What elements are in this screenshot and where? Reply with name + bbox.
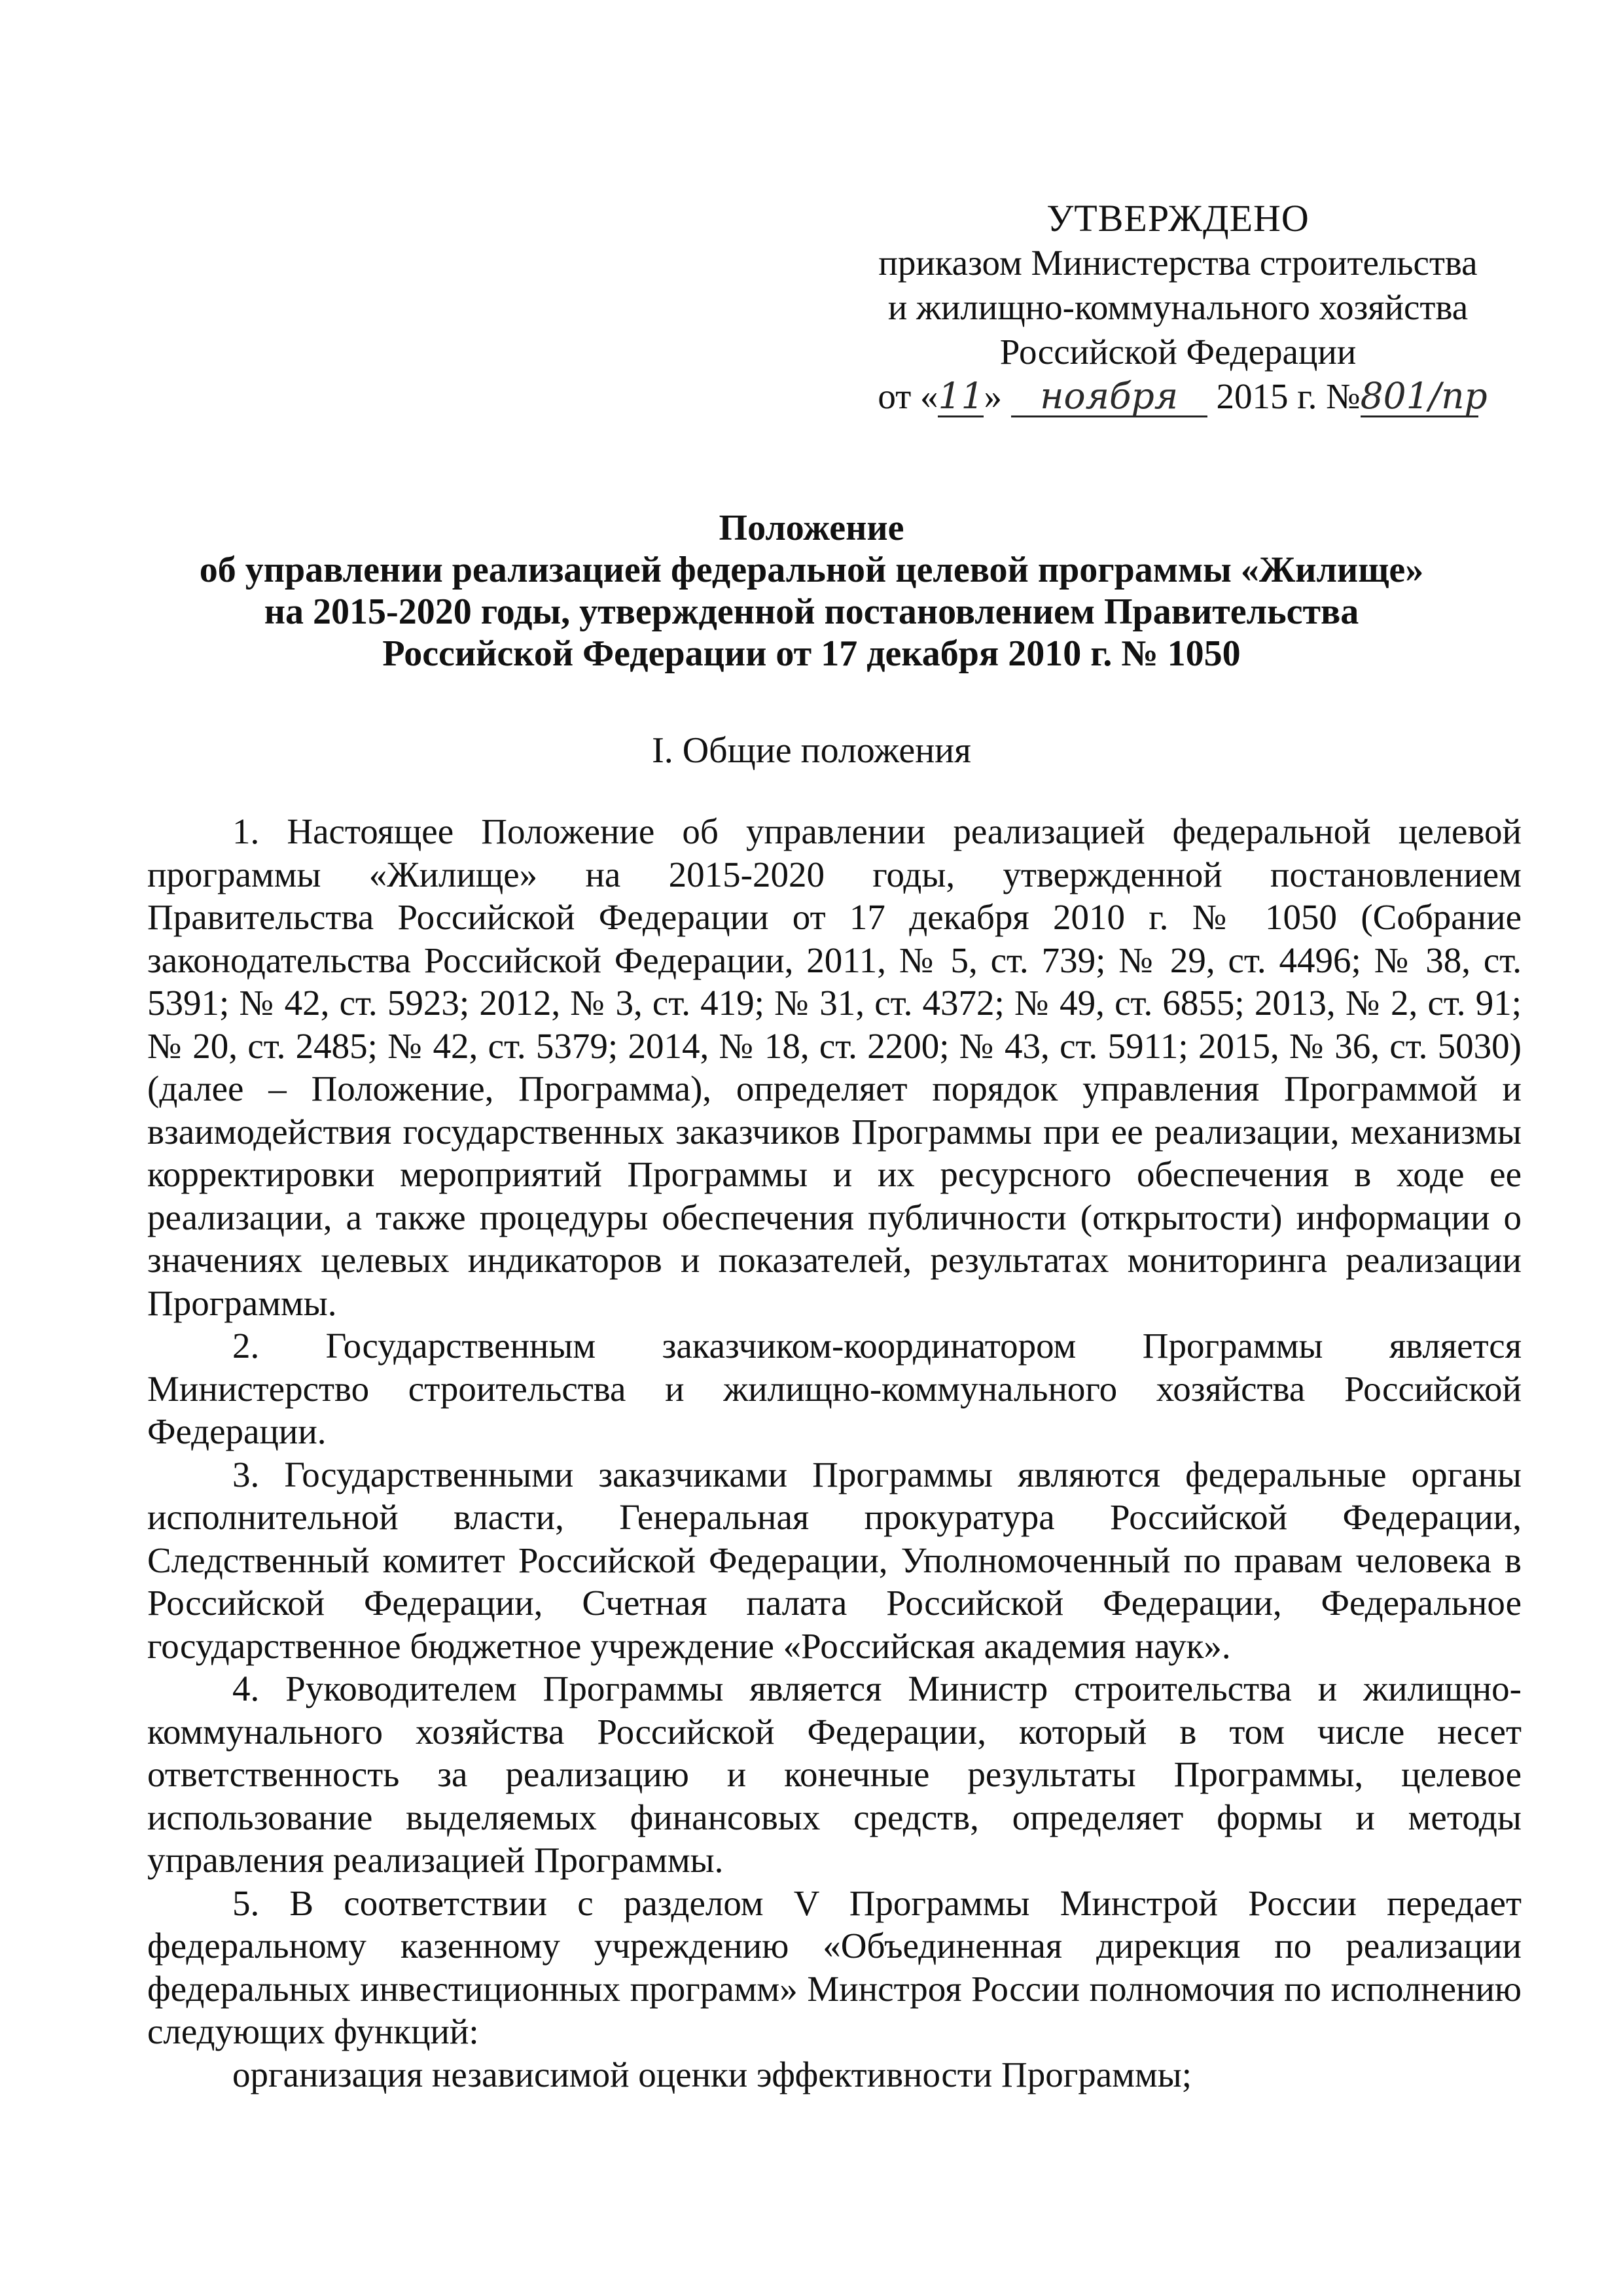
handwritten-order-number: 801/пр (1360, 375, 1488, 417)
paragraph-4: 4. Руководителем Программы является Министр строительства и жилищно-коммунального хозяйства Российской Федерации, который в том числе несет ответственность за реализацию и конечные результаты Программы, целевое использование выделяемых финансовых средств, определяет формы и методы управления реализацией Программы. (147, 1669, 1522, 1880)
approval-block (818, 196, 1538, 419)
title-line-2: об управлении реализацией федеральной целевой программы «Жилище» (199, 550, 1424, 590)
approval-stamp: УТВЕРЖДЕНО (1046, 197, 1310, 239)
approval-date-line (818, 374, 1538, 419)
function-list-item: организация независимой оценки эффективности Программы; (232, 2054, 1192, 2094)
approval-line-1: приказом Министерства строительства (878, 243, 1478, 283)
date-prefix: от « (878, 376, 938, 416)
approval-line-2: и жилищно-коммунального хозяйства (887, 287, 1469, 327)
handwritten-day: 11 (938, 375, 984, 417)
document-body (147, 810, 1522, 2096)
document-title (131, 507, 1492, 675)
title-line-1: Положение (719, 508, 904, 548)
handwritten-month: ноября (1011, 376, 1207, 417)
paragraph-1: 1. Настоящее Положение об управлении реализацией федеральной целевой программы «Жилище» на 2015-2020 годы, утвержденной постановлением Правительства Российской Федерации от 17 декабря 2010 г. № 1050 (Собрание законодательства Российской Федерации, 2011, № 5, ст. 739; № 29, ст. 4496; № 38, ст. 5391; № 42, ст. 5923; 2012, № 3, ст. 419; № 31, ст. 4372; № 49, ст. 6855; 2013, № 2, ст. 91; № 20, ст. 2485; № 42, ст. 5379; 2014, № 18, ст. 2200; № 43, ст. 5911; 2015, № 36, ст. 5030) (далее – Положение, Программа), определяет порядок управления Программой и взаимодействия государственных заказчиков Программы при ее реализации, механизмы корректировки мероприятий Программы и их ресурсного обеспечения в ходе ее реализации, а также процедуры обеспечения публичности (открытости) информации о значениях целевых индикаторов и показателей, результатах мониторинга реализации Программы. (147, 811, 1522, 1323)
paragraph-3: 3. Государственными заказчиками Программы являются федеральные органы исполнительной власти, Генеральная прокуратура Российской Федерации, Следственный комитет Российской Федерации, Уполномоченный по правам человека в Российской Федерации, Счетная палата Российской Федерации, Федеральное государственное бюджетное учреждение «Российская академия наук». (147, 1454, 1522, 1666)
title-line-3: на 2015-2020 годы, утвержденной постановлением Правительства (264, 592, 1359, 632)
date-year: 2015 г. № (1216, 376, 1361, 416)
title-line-4: Российской Федерации от 17 декабря 2010 г. № 1050 (382, 633, 1241, 674)
section-heading: I. Общие положения (652, 730, 971, 771)
date-mid: » (984, 376, 1002, 416)
paragraph-5: 5. В соответствии с разделом V Программы Минстрой России передает федеральному казенному учреждению «Объединенная дирекция по реализации федеральных инвестиционных программ» Минстроя России полномочия по исполнению следующих функций: (147, 1882, 1522, 2051)
paragraph-2: 2. Государственным заказчиком-координатором Программы является Министерство строительства и жилищно-коммунального хозяйства Российской Федерации. (147, 1326, 1522, 1451)
approval-line-3: Российской Федерации (999, 332, 1357, 372)
